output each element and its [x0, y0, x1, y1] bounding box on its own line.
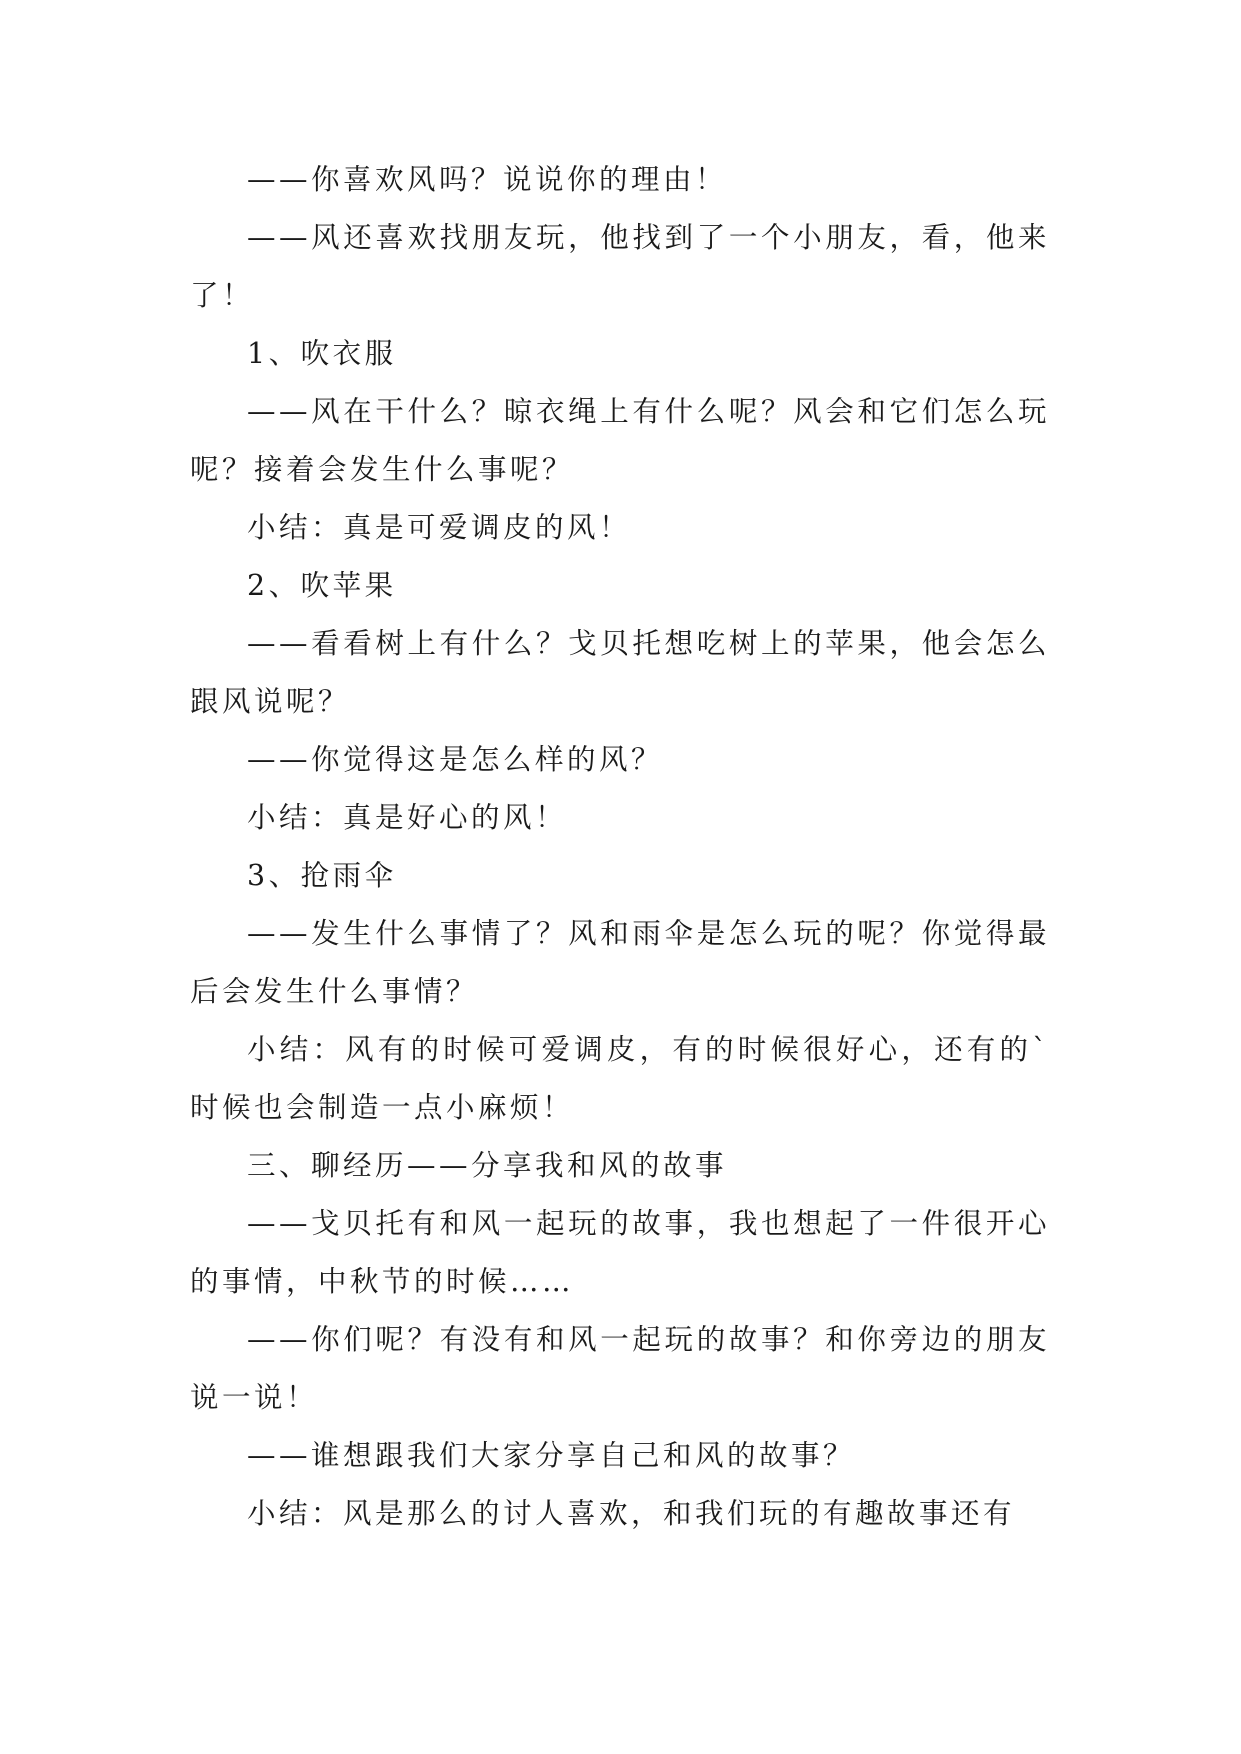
paragraph: ——你觉得这是怎么样的风？ — [247, 743, 664, 776]
paragraph: ——你们呢？有没有和风一起玩的故事？和你旁边的朋友说一说！ — [190, 1323, 1050, 1414]
paragraph: ——风在干什么？晾衣绳上有什么呢？风会和它们怎么玩呢？接着会发生什么事呢？ — [190, 395, 1050, 486]
document-body — [190, 151, 1050, 1543]
paragraph: ——看看树上有什么？戈贝托想吃树上的苹果，他会怎么跟风说呢？ — [190, 627, 1050, 718]
summary-paragraph: 小结：风有的时候可爱调皮，有的时候很好心，还有的`时候也会制造一点小麻烦！ — [190, 1033, 1050, 1124]
paragraph: ——发生什么事情了？风和雨伞是怎么玩的呢？你觉得最后会发生什么事情？ — [190, 917, 1050, 1008]
section-heading: 3、抢雨伞 — [247, 859, 397, 892]
section-heading: 1、吹衣服 — [247, 337, 397, 370]
section-heading: 2、吹苹果 — [247, 569, 397, 602]
paragraph: ——风还喜欢找朋友玩，他找到了一个小朋友，看，他来了！ — [190, 221, 1050, 312]
summary-paragraph: 小结：风是那么的讨人喜欢，和我们玩的有趣故事还有 — [247, 1497, 1016, 1530]
paragraph: ——谁想跟我们大家分享自己和风的故事？ — [247, 1439, 856, 1472]
paragraph: ——戈贝托有和风一起玩的故事，我也想起了一件很开心的事情，中秋节的时候…… — [190, 1207, 1050, 1298]
summary-paragraph: 小结：真是可爱调皮的风！ — [247, 511, 632, 544]
section-heading: 三、聊经历——分享我和风的故事 — [247, 1149, 728, 1182]
summary-paragraph: 小结：真是好心的风！ — [247, 801, 568, 834]
paragraph: ——你喜欢风吗？说说你的理由！ — [247, 163, 728, 196]
